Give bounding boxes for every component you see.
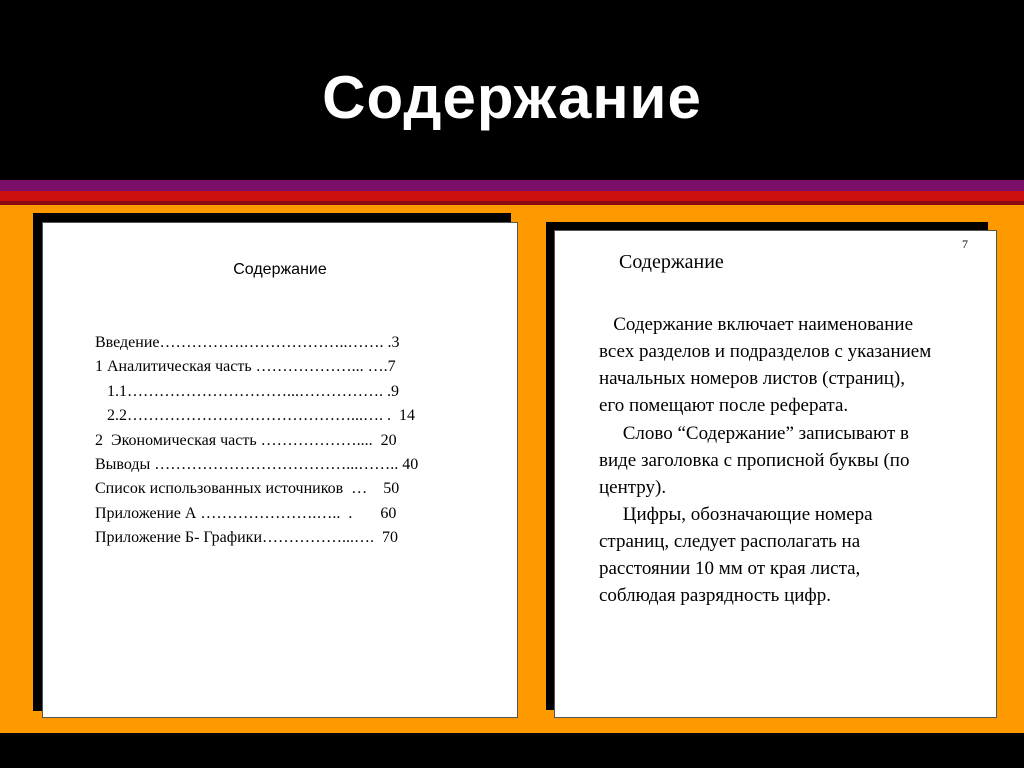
toc-entry: Приложение Б- Графики……………...…. 70 xyxy=(95,529,398,547)
toc-entry: Введение…………….………………..……. .3 xyxy=(95,334,400,351)
left-page-toc-sample xyxy=(42,222,518,718)
toc-entry: Выводы ………………………………...…….. 40 xyxy=(95,456,419,474)
toc-entry: 1.1…………………………...……………. .9 xyxy=(95,382,399,400)
slide-title: Содержание xyxy=(322,64,702,131)
toc-entry: 2 Экономическая часть ……………….... 20 xyxy=(95,431,397,449)
toc-list xyxy=(95,331,418,551)
page-number: 7 xyxy=(962,237,968,251)
purple-stripe xyxy=(0,180,1024,191)
toc-entry: Список использованных источников … 50 xyxy=(95,480,400,498)
description-paragraph-1: Содержание включает наименование всех разделов и подразделов с указанием начальных номеров листов (страниц), его помещают после реферата. xyxy=(599,314,932,416)
toc-entry: 1 Аналитическая часть ………………... ….7 xyxy=(95,358,396,376)
bottom-band xyxy=(0,733,1024,768)
toc-entry: Приложение А ………………….….. . 60 xyxy=(95,504,397,522)
red-stripe xyxy=(0,191,1024,201)
description-paragraph-3: Цифры, обозначающие номера страниц, следует располагать на расстоянии 10 мм от края листа, соблюдая разрядность цифр. xyxy=(599,504,873,606)
title-band xyxy=(0,0,1024,180)
description-paragraph-2: Слово “Содержание” записывают в виде заголовка с прописной буквы (по центру). xyxy=(599,423,910,498)
right-page-description xyxy=(554,230,997,718)
description-heading: Содержание xyxy=(619,251,724,273)
toc-heading: Содержание xyxy=(233,261,327,278)
toc-entry: 2.2……………………………………...…. . 14 xyxy=(95,407,415,425)
